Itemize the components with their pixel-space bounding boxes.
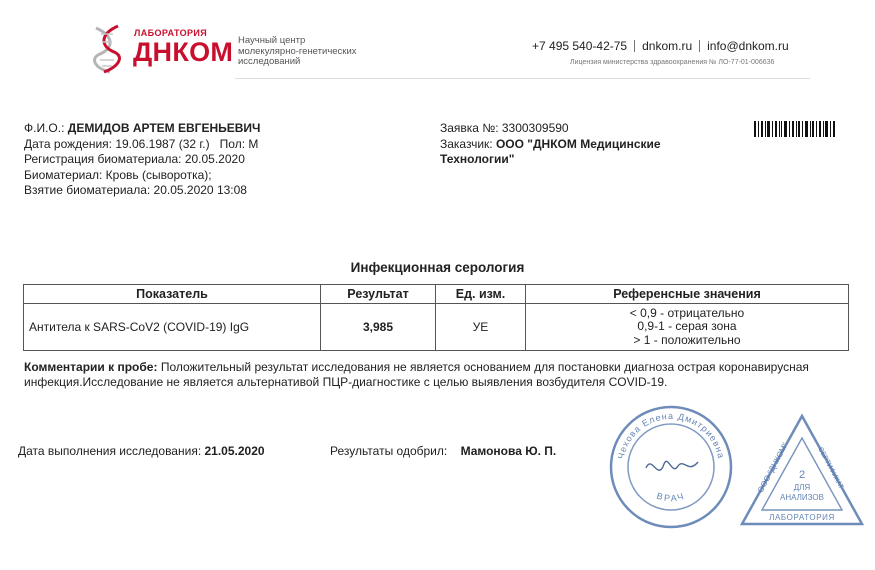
doctor-stamp <box>608 404 734 530</box>
comment-text: Положительный результат исследования не является основанием для постановки диагноза острая коронавирусная инфекция.Исследование не является альтернативой ПЦР-диагностике с целью выявления возбудителя COVID-19. <box>24 360 809 389</box>
brand-desc-line: Научный центр <box>238 35 306 46</box>
approval <box>330 444 556 458</box>
stamp-round-text: Чехова Елена Дмитриевна <box>615 410 727 460</box>
unit-cell: УЕ <box>436 304 526 351</box>
order-number: Заявка №: 3300309590 <box>440 121 569 135</box>
website-link[interactable]: dnkom.ru <box>642 39 693 53</box>
stamp-tri-right: СЕРТИФИКАТ <box>816 446 845 491</box>
reference-cell <box>526 304 849 351</box>
section-title: Инфекционная серология <box>350 260 525 275</box>
order-info <box>440 121 661 168</box>
brand-name: ДНКОМ <box>133 37 234 67</box>
fio-label: Ф.И.О.: <box>24 121 65 135</box>
patient-sex: Пол: М <box>219 136 259 151</box>
reference-line: < 0,9 - отрицательно <box>629 305 745 320</box>
customer-name: ООО "ДНКОМ Медицинские <box>495 136 661 151</box>
stamp-tri-line3: АНАЛИЗОВ <box>780 493 824 502</box>
sample-comment <box>24 360 844 389</box>
table-header-row <box>24 285 849 304</box>
brand-caption: ЛАБОРАТОРИЯ <box>134 28 208 38</box>
completion-date-value: 21.05.2020 <box>204 444 265 458</box>
sampling-date: Взятие биоматериала: 20.05.2020 13:08 <box>24 183 247 197</box>
dnkom-logo-icon <box>88 22 134 76</box>
brand-desc-line: молекулярно-генетических <box>238 45 357 57</box>
stamp-tri-left: ООО "ДНКОМ" <box>755 441 790 495</box>
column-header: Ед. изм. <box>436 285 526 304</box>
reference-line: 0,9-1 - серая зона <box>637 319 737 334</box>
comment-label: Комментарии к пробе: <box>24 360 158 374</box>
approved-by: Мамонова Ю. П. <box>460 444 557 458</box>
patient-info <box>24 121 261 199</box>
results-table <box>23 284 849 351</box>
patient-name: ДЕМИДОВ АРТЕМ ЕВГЕНЬЕВИЧ <box>67 121 261 135</box>
reference-line: > 1 - положительно <box>633 332 741 347</box>
barcode-icon <box>754 121 836 137</box>
completion-date <box>18 444 265 458</box>
stamp-tri-number: 2 <box>798 469 806 481</box>
completion-date-label: Дата выполнения исследования: <box>18 444 202 458</box>
divider <box>699 40 700 52</box>
column-header: Показатель <box>24 285 321 304</box>
result-cell: 3,985 <box>321 304 436 351</box>
birth-date: Дата рождения: 19.06.1987 (32 г.) <box>24 136 210 151</box>
phone-number[interactable]: +7 495 540-42-75 <box>532 39 628 53</box>
column-header: Референсные значения <box>526 285 849 304</box>
table-row <box>24 304 849 351</box>
customer-name-cont: Технологии" <box>440 152 515 166</box>
header-divider <box>235 78 810 79</box>
registration-date: Регистрация биоматериала: 20.05.2020 <box>24 152 245 166</box>
brand-desc-line: исследований <box>238 56 301 67</box>
indicator-cell: Антитела к SARS-CoV2 (COVID-19) IgG <box>24 304 321 351</box>
biomaterial: Биоматериал: Кровь (сыворотка); <box>24 167 212 182</box>
signature-icon <box>646 461 698 470</box>
brand-description <box>238 36 388 68</box>
stamp-round-bottom: ВРАЧ <box>655 490 687 504</box>
column-header: Результат <box>321 285 436 304</box>
stamp-tri-line2: ДЛЯ <box>793 483 811 492</box>
contacts <box>532 39 789 53</box>
divider <box>634 40 635 52</box>
customer-label: Заказчик: <box>440 136 493 151</box>
email-link[interactable]: info@dnkom.ru <box>707 39 789 53</box>
approved-label: Результаты одобрил: <box>330 444 448 458</box>
stamp-tri-bottom: ЛАБОРАТОРИЯ <box>769 513 835 522</box>
license-text: Лицензия министерства здравоохранения № ЛО-77-01-006636 <box>570 59 775 66</box>
lab-stamp <box>738 412 866 528</box>
